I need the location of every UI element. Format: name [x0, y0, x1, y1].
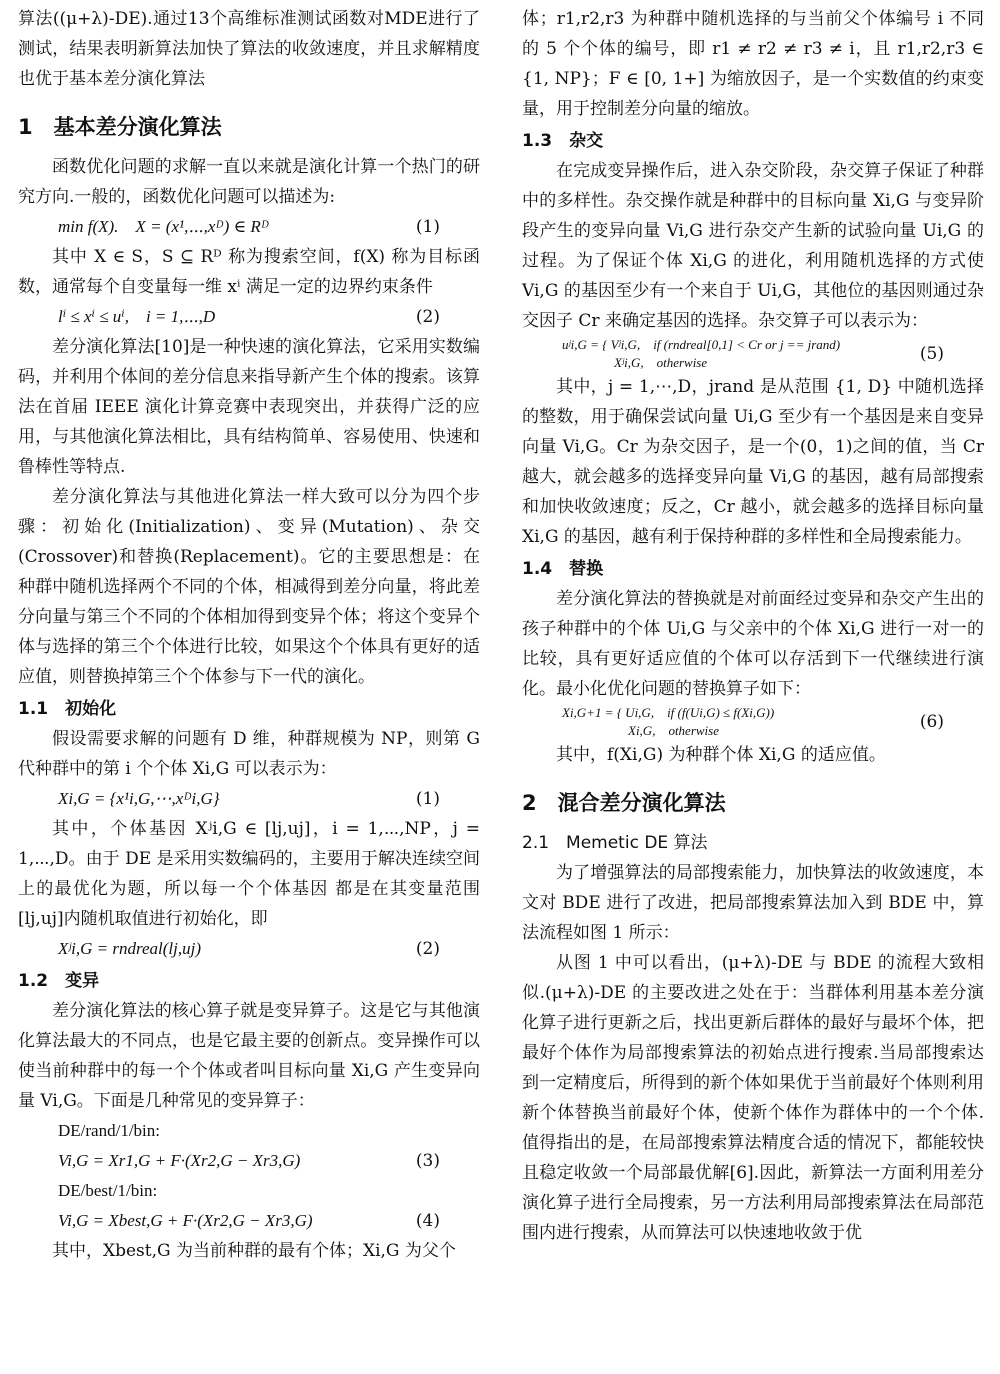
paragraph: 为了增强算法的局部搜索能力，加快算法的收敛速度，本文对 BDE 进行了改进，把局部搜索算法加入到 BDE 中，算法流程如图 1 所示： — [522, 863, 984, 943]
paragraph: 差分演化算法的替换就是对前面经过变异和杂交产生出的孩子种群中的个体 Ui,G 与父亲中的个体 Xi,G 进行一对一的比较，具有更好适应值的个体可以存活到下一代继续进行演化。最小化优化问题的替换算子如下： — [522, 589, 984, 699]
equation-6-replacement: Xi,G+1 = { Ui,G, if (f(Ui,G) ≤ f(Xi,G)) Xi,G, otherwise (6) — [562, 705, 944, 738]
paragraph: 其中，f(Xi,G) 为种群个体 Xi,G 的适应值。 — [556, 745, 886, 765]
equation-2: lⁱ ≤ xⁱ ≤ uⁱ, i = 1,⋯,D (2) — [58, 307, 440, 327]
operator-name: DE/best/1/bin: — [58, 1181, 158, 1200]
paragraph: 其中 X ∈ S，S ⊆ Rᴰ 称为搜索空间，f(X) 称为目标函数，通常每个自变量每一维 xⁱ 满足一定的边界约束条件 — [18, 247, 480, 297]
paragraph: 其中，Xbest,G 为当前种群的最有个体；Xi,G 为父个 — [52, 1241, 456, 1261]
paragraph: 差分演化算法[10]是一种快速的演化算法，它采用实数编码，并利用个体间的差分信息来指导新产生个体的搜索。该算法在首届 IEEE 演化计算竞赛中表现突出，并获得广泛的应用，与其他演化算法相比，具有结构简单、容易使用、快速和鲁棒性等特点. — [18, 337, 480, 477]
section-1-3-heading: 1.3 杂交 — [522, 131, 604, 151]
equation-5: Vi,G = Xr1,G + F·(Xr2,G − Xr3,G) (3) — [58, 1151, 440, 1171]
intro-paragraph: 算法((μ+λ)-DE).通过13个高维标准测试函数对MDE进行了测试，结果表明新算法加快了算法的收敛速度，并且求解精度也优于基本差分演化算法 — [18, 9, 480, 89]
paragraph: 体；r1,r2,r3 为种群中随机选择的与当前父个体编号 i 不同的 5 个个体的编号，即 r1 ≠ r2 ≠ r3 ≠ i，且 r1,r2,r3 ∈ {1, NP}；F ∈ [0, 1+] 为缩放因子，是一个实数值的约束变量，用于控制差分向量的缩放。 — [522, 9, 984, 119]
section-1-heading: 1 基本差分演化算法 — [18, 115, 222, 139]
paragraph: 差分演化算法与其他进化算法一样大致可以分为四个步骤：初始化(Initialization)、变异(Mutation)、杂交(Crossover)和替换(Replacement)。它的主要思想是：在种群中随机选择两个不同的个体，相减得到差分向量，将此差分向量与第三个不同的个体相加得到变异个体；将这个变异个体与选择的第三个个体进行比较，如果这个个体具有更好的适应值，则替换掉第三个个体参与下一代的演化。 — [18, 487, 480, 687]
paragraph: 其中，j = 1,⋯,D，jrand 是从范围 {1, D} 中随机选择的整数，用于确保尝试向量 Ui,G 至少有一个基因是来自变异向量 Vi,G。Cr 为杂交因子，是一个(0，1)之间的值，当 Cr 越大，就会越多的选择变异向量 Vi,G 的基因，越有局部搜索和加快收敛速度；反之，Cr 越小，就会越多的选择目标向量 Xi,G 的基因，越有利于保持种群的多样性和全局搜索能力。 — [522, 377, 984, 547]
paragraph: 在完成变异操作后，进入杂交阶段，杂交算子保证了种群中的多样性。杂交操作就是种群中的目标向量 Xi,G 与变异阶段产生的变异向量 Vi,G 进行杂交产生新的试验向量 Ui,G 的过程。为了保证个体 Xi,G 的进化，利用随机选择的方式使 Vi,G 的基因至少有一个来自于 Ui,G，其他位的基因则通过杂交因子 Cr 来确定基因的选择。杂交算子可以表示为： — [522, 161, 984, 331]
paragraph: 差分演化算法的核心算子就是变异算子。这是它与其他演化算法最大的不同点，也是它最主要的创新点。变异操作可以使当前种群中的每一个个体或者叫目标向量 Xi,G 产生变异向量 Vi,G。下面是几种常见的变异算子： — [18, 1001, 480, 1111]
equation-6: Vi,G = Xbest,G + F·(Xr2,G − Xr3,G) (4) — [58, 1211, 440, 1231]
section-1-2-heading: 1.2 变异 — [18, 971, 100, 991]
paragraph: 假设需要求解的问题有 D 维，种群规模为 NP，则第 G 代种群中的第 i 个个体 Xi,G 可以表示为： — [18, 729, 480, 779]
equation-4: Xʲi,G = rndreal(lj,uj) (2) — [58, 939, 440, 959]
left-column — [18, 4, 480, 1266]
right-column — [522, 4, 984, 1248]
operator-name: DE/rand/1/bin: — [58, 1121, 160, 1140]
equation-3: Xi,G = {x¹i,G,⋯,xᴰi,G} (1) — [58, 789, 440, 809]
paragraph: 函数优化问题的求解一直以来就是演化计算一个热门的研究方向.一般的，函数优化问题可以描述为: — [18, 157, 480, 207]
paragraph: 其中，个体基因 Xʲi,G ∈ [lj,uj]，i = 1,⋯,NP，j = 1,⋯,D。由于 DE 是采用实数编码的，主要用于解决连续空间上的最优化为题，所以每一个个体基因 都是在其变量范围[lj,uj]内随机取值进行初始化，即 — [18, 819, 480, 929]
paragraph: 从图 1 中可以看出，(μ+λ)-DE 与 BDE 的流程大致相似.(μ+λ)-DE 的主要改进之处在于：当群体利用基本差分演化算子进行更新之后，找出更新后群体的最好与最坏个体，把最好个体作为局部搜索算法的初始点进行搜索.当局部搜索达到一定精度后，所得到的新个体如果优于当前最好个体则利用新个体替换当前最好个体，使新个体作为群体中的一个个体.值得指出的是，在局部搜索算法精度合适的情况下，都能较快且稳定收敛一个局部最优解[6].因此，新算法一方面利用差分演化算子进行全局搜索，另一方法利用局部搜索算法在局部范围内进行搜索，从而算法可以快速地收敛于优 — [522, 953, 984, 1243]
section-1-4-heading: 1.4 替换 — [522, 559, 604, 579]
section-2-1-heading: 2.1 Memetic DE 算法 — [522, 833, 708, 853]
section-2-heading: 2 混合差分演化算法 — [522, 791, 726, 815]
equation-1: min f(X). X = (x¹,⋯,xᴰ) ∈ Rᴰ (1) — [58, 217, 440, 237]
section-1-1-heading: 1.1 初始化 — [18, 699, 117, 719]
equation-5-crossover: uʲi,G = { Vʲi,G, if (rndreal[0,1] < Cr or j == jrand) Xʲi,G, otherwise (5) — [562, 337, 944, 370]
